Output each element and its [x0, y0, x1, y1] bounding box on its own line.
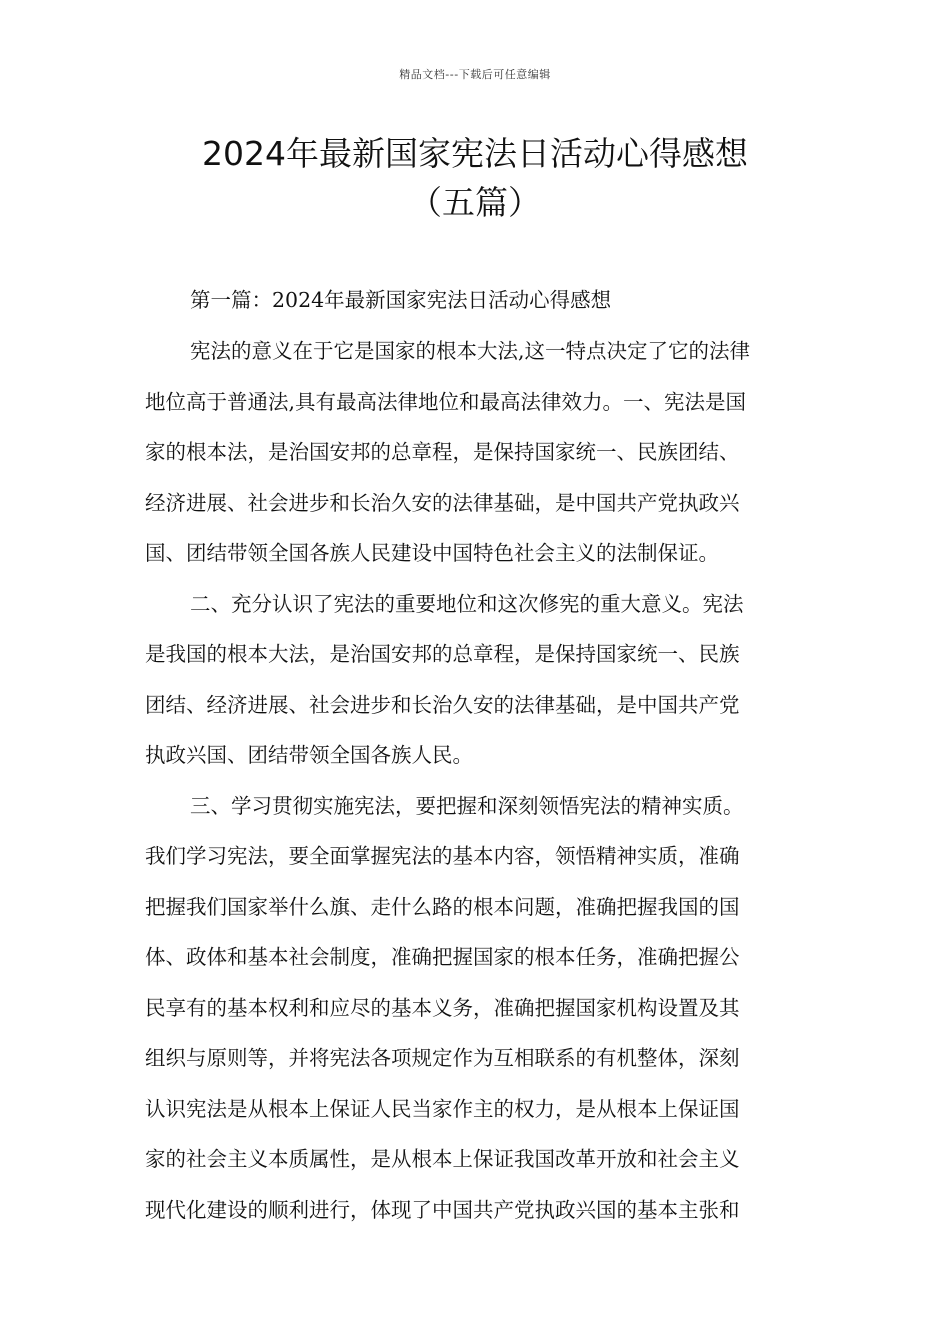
- paragraph-line: 家的社会主义本质属性，是从根本上保证我国改革开放和社会主义: [145, 1147, 740, 1171]
- paragraph-line: 宪法的意义在于它是国家的根本大法,这一特点决定了它的法律: [190, 339, 751, 363]
- paragraph-line: 现代化建设的顺利进行，体现了中国共产党执政兴国的基本主张和: [145, 1198, 740, 1222]
- document-title-line-2: （五篇）: [409, 183, 541, 222]
- paragraph-line: 认识宪法是从根本上保证人民当家作主的权力，是从根本上保证国: [145, 1097, 740, 1121]
- paragraph-line: 地位高于普通法,具有最高法律地位和最高法律效力。一、宪法是国: [145, 390, 747, 414]
- paragraph-line: 家的根本法，是治国安邦的总章程，是保持国家统一、民族团结、: [145, 440, 740, 464]
- paragraph-line: 三、学习贯彻实施宪法，要把握和深刻领悟宪法的精神实质。: [190, 794, 744, 818]
- paragraph-line: 团结、经济进展、社会进步和长治久安的法律基础，是中国共产党: [145, 693, 740, 717]
- paragraph-line: 体、政体和基本社会制度，准确把握国家的根本任务，准确把握公: [145, 945, 740, 969]
- section-heading: 第一篇：2024年最新国家宪法日活动心得感想: [190, 288, 612, 312]
- paragraph-line: 经济进展、社会进步和长治久安的法律基础，是中国共产党执政兴: [145, 491, 740, 515]
- paragraph-line: 把握我们国家举什么旗、走什么路的根本问题，准确把握我国的国: [145, 895, 740, 919]
- paragraph-line: 二、充分认识了宪法的重要地位和这次修宪的重大意义。宪法: [190, 592, 744, 616]
- paragraph-line: 国、团结带领全国各族人民建设中国特色社会主义的法制保证。: [145, 541, 719, 565]
- paragraph-line: 我们学习宪法，要全面掌握宪法的基本内容，领悟精神实质，准确: [145, 844, 740, 868]
- paragraph-line: 执政兴国、团结带领全国各族人民。: [145, 743, 473, 767]
- paragraph-line: 组织与原则等，并将宪法各项规定作为互相联系的有机整体，深刻: [145, 1046, 740, 1070]
- document-title-line-1: 2024年最新国家宪法日活动心得感想: [202, 134, 748, 173]
- paragraph-line: 是我国的根本大法，是治国安邦的总章程，是保持国家统一、民族: [145, 642, 740, 666]
- header-note: 精品文档---下载后可任意编辑: [399, 68, 551, 81]
- paragraph-line: 民享有的基本权利和应尽的基本义务，准确把握国家机构设置及其: [145, 996, 740, 1020]
